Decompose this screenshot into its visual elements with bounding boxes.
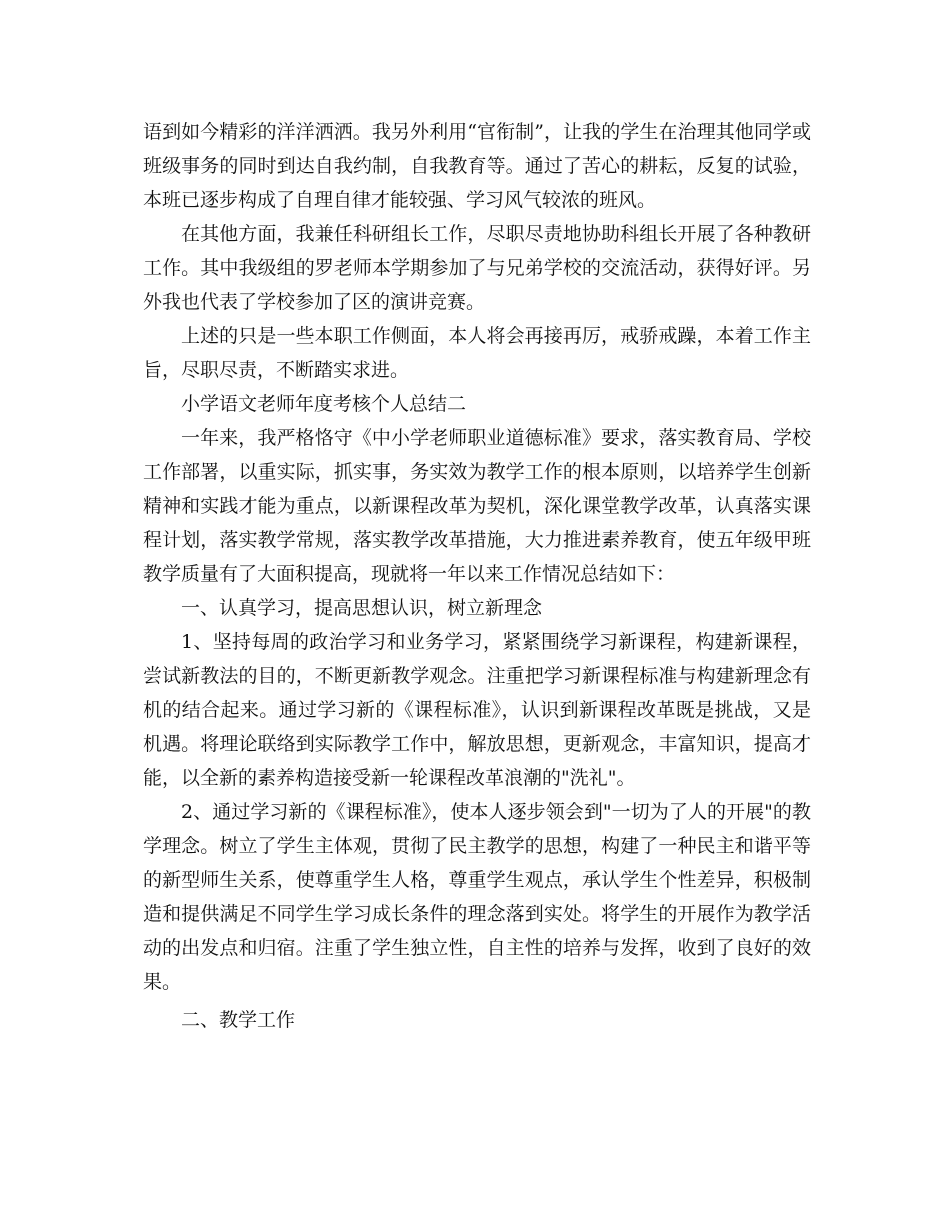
paragraph-continuation: 语到如今精彩的洋洋洒洒。我另外利用“官衔制”，让我的学生在治理其他同学或班级事务的同时到达自我约制，自我教育等。通过了苦心的耕耘，反复的试验，本班已逐步构成了自理自律才能较强、学习风气较浓的班风。 [143,121,811,211]
paragraph-study-1: 1、坚持每周的政治学习和业务学习，紧紧围绕学习新课程，构建新课程，尝试新教法的目的，不断更新教学观念。注重把学习新课程标准与构建新理念有机的结合起来。通过学习新的《课程标准》，认识到新课程改革既是挑战，又是机遇。将理论联络到实际教学工作中，解放思想，更新观念，丰富知识，提高才能，以全新的素养构造接受新一轮课程改革浪潮的"洗礼"。 [143,631,811,789]
heading-teaching-work: 二、教学工作 [181,1009,296,1031]
paragraph-intro: 一年来，我严格恪守《中小学老师职业道德标准》要求，落实教育局、学校工作部署，以重实际，抓实事，务实效为教学工作的根本原则，以培养学生创新精神和实践才能为重点，以新课程改革为契机，深化课堂教学改革，认真落实课程计划，落实教学常规，落实教学改革措施，大力推进素养教育，使五年级甲班教学质量有了大面积提高，现就将一年以来工作情况总结如下： [143,427,811,585]
heading-study: 一、认真学习，提高思想认识，树立新理念 [181,597,543,619]
paragraph-research-work: 在其他方面，我兼任科研组长工作，尽职尽责地协助科组长开展了各种教研工作。其中我级组的罗老师本学期参加了与兄弟学校的交流活动，获得好评。另外我也代表了学校参加了区的演讲竞赛。 [143,223,811,313]
document-body [143,115,811,1037]
section-title-summary-two: 小学语文老师年度考核个人总结二 [181,393,467,415]
paragraph-conclusion: 上述的只是一些本职工作侧面，本人将会再接再厉，戒骄戒躁，本着工作主旨，尽职尽责，不断踏实求进。 [143,325,811,381]
paragraph-study-2: 2、通过学习新的《课程标准》，使本人逐步领会到"一切为了人的开展"的教学理念。树立了学生主体观，贯彻了民主教学的思想，构建了一种民主和谐平等的新型师生关系，使尊重学生人格，尊重学生观点，承认学生个性差异，积极制造和提供满足不同学生学习成长条件的理念落到实处。将学生的开展作为教学活动的出发点和归宿。注重了学生独立性，自主性的培养与发挥，收到了良好的效果。 [143,801,811,993]
